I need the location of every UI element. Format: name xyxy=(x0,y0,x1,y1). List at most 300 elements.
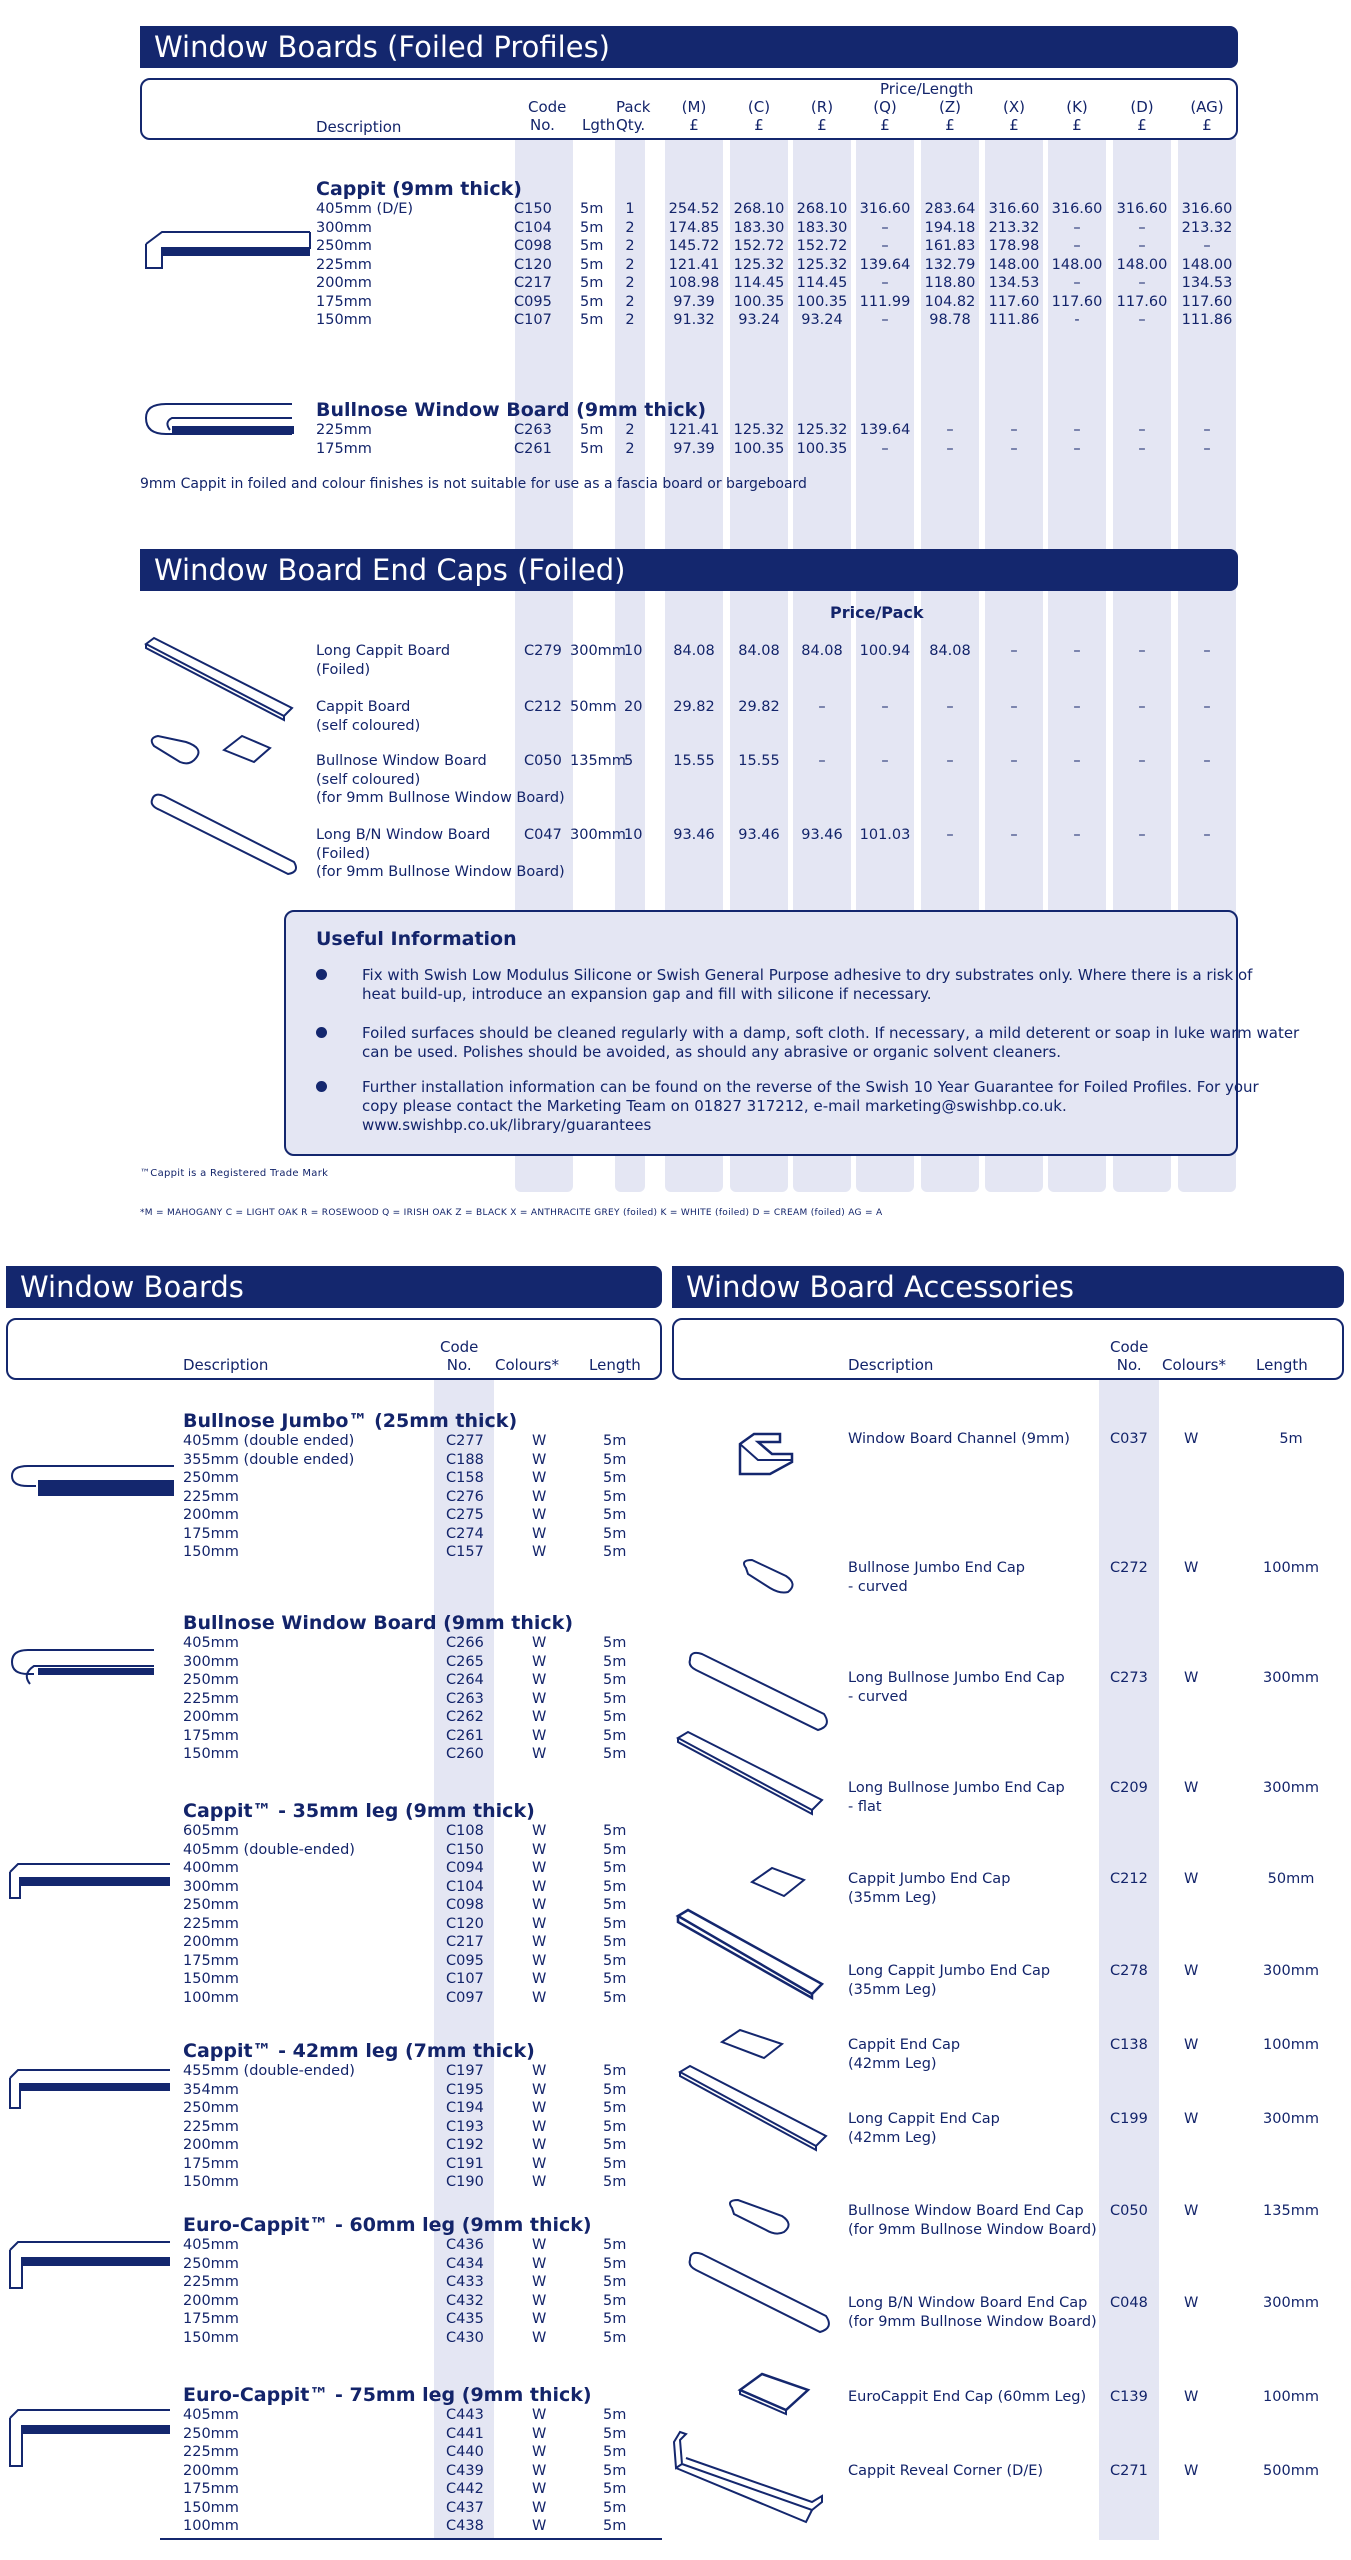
board-row-colour: W xyxy=(532,1746,547,1762)
board-row-desc: 605mm xyxy=(183,1823,239,1839)
board-row-length: 5m xyxy=(603,1525,627,1542)
board-row-colour: W xyxy=(532,1841,547,1858)
board-row-code: C274 xyxy=(446,1525,484,1542)
end-cap-desc: (self coloured) xyxy=(316,717,421,734)
cappit-row-code: C104 xyxy=(514,219,552,236)
cappit-row-price: 213.32 xyxy=(988,219,1040,236)
bullet-dot xyxy=(316,1027,327,1038)
cappit-heading: Cappit (9mm thick) xyxy=(316,178,522,200)
cappit-row-lgth: 5m xyxy=(580,201,604,217)
board-group-heading: Cappit™ - 42mm leg (7mm thick) xyxy=(183,2040,535,2062)
end-cap-desc: (for 9mm Bullnose Window Board) xyxy=(316,864,565,880)
board-row-desc: 100mm xyxy=(183,2518,239,2534)
board-row-colour: W xyxy=(532,2481,547,2497)
board-row-length: 5m xyxy=(603,2155,627,2172)
window-boards-banner: Window Boards xyxy=(6,1266,662,1308)
cappit-row-price: – xyxy=(881,238,889,254)
board-row-length: 5m xyxy=(603,1433,627,1449)
accessory-desc: (for 9mm Bullnose Window Board) xyxy=(848,2221,1097,2238)
col-price-code: (Z) xyxy=(939,98,961,116)
board-row-code: C120 xyxy=(446,1915,484,1932)
board-row-desc: 405mm (double-ended) xyxy=(183,1841,355,1858)
accessory-colour: W xyxy=(1184,2389,1199,2405)
cappit-row-pack: 2 xyxy=(625,312,635,328)
cappit-row-code: C150 xyxy=(514,201,552,217)
board-row-code: C434 xyxy=(446,2255,484,2272)
bullnose-jumbo-profile-icon xyxy=(8,1460,176,1504)
cappit-row-price: 98.78 xyxy=(929,312,971,328)
board-group-heading: Cappit™ - 35mm leg (9mm thick) xyxy=(183,1800,535,1822)
board-row-desc: 354mm xyxy=(183,2081,239,2098)
board-row-colour: W xyxy=(532,1878,547,1895)
board-row-length: 5m xyxy=(603,2444,627,2460)
cappit-row-price: 268.10 xyxy=(733,201,785,217)
col-price-code: (X) xyxy=(1003,98,1025,116)
board-row-colour: W xyxy=(532,2274,547,2290)
end-cap-code: C212 xyxy=(524,699,562,715)
bullnose-row-price: 125.32 xyxy=(796,422,848,438)
board-row-length: 5m xyxy=(603,1635,627,1651)
accessory-desc: Long Bullnose Jumbo End Cap xyxy=(848,1670,1065,1686)
end-cap-price: 93.46 xyxy=(673,827,715,843)
col-price-unit: £ xyxy=(880,116,890,134)
cappit-row-price: – xyxy=(1073,238,1081,254)
board-row-colour: W xyxy=(532,1934,547,1950)
col-price-code: (K) xyxy=(1066,98,1088,116)
accessory-desc: Cappit Reveal Corner (D/E) xyxy=(848,2463,1044,2479)
bullnose-row-price: 100.35 xyxy=(796,440,848,457)
cappit-row-price: 316.60 xyxy=(859,201,911,217)
board-row-desc: 405mm xyxy=(183,2407,239,2423)
acc-col-length: Length xyxy=(1256,1356,1308,1374)
accessory-desc: Bullnose Jumbo End Cap xyxy=(848,1560,1025,1576)
board-row-desc: 175mm xyxy=(183,2311,239,2327)
accessory-length: 100mm xyxy=(1263,2037,1319,2053)
cappit-row-price: 91.32 xyxy=(673,312,715,328)
accessory-code: C037 xyxy=(1110,1431,1148,1447)
cappit-row-pack: 2 xyxy=(625,275,635,291)
bullet-dot xyxy=(316,969,327,980)
accessories-code-column-shading xyxy=(1099,1344,1159,2540)
board-row-colour: W xyxy=(532,1544,547,1560)
board-row-colour: W xyxy=(532,1690,547,1707)
long-cappit-jumbo-end-cap-icon xyxy=(676,1908,824,2000)
end-cap-desc: (for 9mm Bullnose Window Board) xyxy=(316,790,565,806)
end-cap-pack: 10 xyxy=(624,643,643,659)
accessory-length: 100mm xyxy=(1263,1560,1319,1576)
end-cap-price: – xyxy=(1010,643,1018,659)
board-row-desc: 225mm xyxy=(183,2444,239,2460)
board-row-colour: W xyxy=(532,2255,547,2272)
long-bullnose-jumbo-flat-icon xyxy=(676,1730,824,1818)
board-row-length: 5m xyxy=(603,2237,627,2253)
end-cap-desc: Cappit Board xyxy=(316,699,411,715)
board-row-code: C108 xyxy=(446,1823,484,1839)
cappit-row-price: 213.32 xyxy=(1181,219,1233,236)
board-row-length: 5m xyxy=(603,1971,627,1987)
col-price-unit: £ xyxy=(817,116,827,134)
cappit-row-lgth: 5m xyxy=(580,256,604,273)
board-row-desc: 150mm xyxy=(183,1544,239,1560)
board-row-desc: 150mm xyxy=(183,2329,239,2346)
cappit-row-price: 134.53 xyxy=(988,275,1040,291)
board-row-colour: W xyxy=(532,2329,547,2346)
board-row-code: C437 xyxy=(446,2499,484,2516)
end-cap-price: 93.46 xyxy=(738,827,780,843)
board-row-length: 5m xyxy=(603,2137,627,2153)
board-row-desc: 175mm xyxy=(183,1952,239,1969)
end-cap-length: 300mm xyxy=(570,643,626,659)
cappit-board-end-cap-icon xyxy=(146,732,276,778)
board-row-code: C263 xyxy=(446,1690,484,1707)
accessory-desc: Cappit Jumbo End Cap xyxy=(848,1871,1011,1887)
board-row-length: 5m xyxy=(603,1672,627,1688)
cappit-row-price: 117.60 xyxy=(1116,293,1168,310)
cappit-row-code: C095 xyxy=(514,293,552,310)
accessory-colour: W xyxy=(1184,2463,1199,2479)
end-cap-price: – xyxy=(1010,753,1018,769)
board-row-colour: W xyxy=(532,1971,547,1987)
board-row-code: C191 xyxy=(446,2155,484,2172)
board-row-colour: W xyxy=(532,1451,547,1468)
board-row-length: 5m xyxy=(603,2118,627,2135)
bullnose-row-price: – xyxy=(946,440,954,457)
board-row-code: C195 xyxy=(446,2081,484,2098)
cappit-row-price: – xyxy=(881,312,889,328)
boards-col-length: Length xyxy=(589,1356,641,1374)
cappit-row-price: 104.82 xyxy=(924,293,976,310)
board-row-code: C276 xyxy=(446,1488,484,1505)
cappit-row-price: – xyxy=(1138,275,1146,291)
accessory-length: 135mm xyxy=(1263,2203,1319,2219)
useful-info-line: www.swishbp.co.uk/library/guarantees xyxy=(362,1116,652,1134)
cappit-row-lgth: 5m xyxy=(580,275,604,291)
accessory-colour: W xyxy=(1184,1670,1199,1686)
board-row-colour: W xyxy=(532,2155,547,2172)
end-cap-price: – xyxy=(1203,827,1211,843)
bullnose-row-code: C261 xyxy=(514,440,552,457)
end-cap-length: 300mm xyxy=(570,827,626,843)
cappit-row-desc: 200mm xyxy=(316,275,372,291)
board-row-code: C157 xyxy=(446,1544,484,1560)
board-row-length: 5m xyxy=(603,2292,627,2309)
board-row-code: C439 xyxy=(446,2462,484,2479)
cappit-row-price: 117.60 xyxy=(1181,293,1233,310)
board-row-length: 5m xyxy=(603,1897,627,1913)
board-row-colour: W xyxy=(532,1653,547,1670)
board-row-code: C275 xyxy=(446,1507,484,1523)
board-row-length: 5m xyxy=(603,1507,627,1523)
end-cap-price: – xyxy=(881,753,889,769)
boards-col-description: Description xyxy=(183,1356,269,1374)
bullnose-row-price: – xyxy=(946,422,954,438)
board-group-heading: Euro-Cappit™ - 60mm leg (9mm thick) xyxy=(183,2214,592,2236)
board-row-code: C435 xyxy=(446,2311,484,2327)
board-row-colour: W xyxy=(532,1507,547,1523)
boards-col-code: Code No. xyxy=(440,1338,479,1374)
acc-col-description: Description xyxy=(848,1356,934,1374)
board-row-colour: W xyxy=(532,1727,547,1744)
board-row-code: C190 xyxy=(446,2174,484,2190)
cappit-row-price: 132.79 xyxy=(924,256,976,273)
cappit-row-desc: 250mm xyxy=(316,238,372,254)
board-row-code: C107 xyxy=(446,1971,484,1987)
board-row-code: C097 xyxy=(446,1989,484,2006)
end-cap-price: – xyxy=(1073,827,1081,843)
end-cap-price: – xyxy=(946,753,954,769)
cappit-row-pack: 2 xyxy=(625,219,635,236)
cappit-row-price: 125.32 xyxy=(733,256,785,273)
end-cap-price: 84.08 xyxy=(929,643,971,659)
cappit-profile-icon xyxy=(142,226,312,276)
cappit-row-price: 183.30 xyxy=(733,219,785,236)
accessory-desc: (42mm Leg) xyxy=(848,2129,937,2146)
bullnose-jumbo-end-cap-icon xyxy=(740,1558,800,1596)
accessory-colour: W xyxy=(1184,1431,1199,1447)
end-cap-price: – xyxy=(1010,699,1018,715)
board-row-code: C438 xyxy=(446,2518,484,2534)
board-row-length: 5m xyxy=(603,1690,627,1707)
board-row-code: C262 xyxy=(446,1709,484,1725)
board-row-colour: W xyxy=(532,2292,547,2309)
board-row-colour: W xyxy=(532,1525,547,1542)
accessory-colour: W xyxy=(1184,1780,1199,1796)
board-row-length: 5m xyxy=(603,2462,627,2479)
long-cappit-end-cap-icon xyxy=(144,636,294,726)
end-cap-length: 50mm xyxy=(570,699,617,715)
bullnose-row-price: – xyxy=(1203,422,1211,438)
board-row-colour: W xyxy=(532,2407,547,2423)
cappit-row-price: 111.86 xyxy=(1181,312,1233,328)
price-pack-label: Price/Pack xyxy=(830,603,924,622)
col-price-code: (AG) xyxy=(1190,98,1224,116)
end-cap-price: – xyxy=(1138,699,1146,715)
cappit-row-price: – xyxy=(881,219,889,236)
end-cap-price: 15.55 xyxy=(673,753,715,769)
col-price-unit: £ xyxy=(689,116,699,134)
useful-info-line: can be used. Polishes should be avoided, as should any abrasive or organic solvent cleaners. xyxy=(362,1043,1062,1061)
accessory-desc: (35mm Leg) xyxy=(848,1981,937,1998)
board-row-colour: W xyxy=(532,2425,547,2442)
long-cappit-end-cap-42mm-icon xyxy=(678,2064,828,2152)
accessory-desc: - flat xyxy=(848,1798,882,1815)
end-cap-pack: 5 xyxy=(624,753,634,769)
bullnose-row-price: – xyxy=(1138,422,1146,438)
accessory-length: 300mm xyxy=(1263,1780,1319,1796)
board-row-length: 5m xyxy=(603,1860,627,1876)
board-row-colour: W xyxy=(532,1470,547,1486)
board-row-colour: W xyxy=(532,1488,547,1505)
useful-information-title: Useful Information xyxy=(316,928,517,950)
cappit-row-lgth: 5m xyxy=(580,219,604,236)
cappit-row-price: 114.45 xyxy=(733,275,785,291)
board-row-desc: 150mm xyxy=(183,2174,239,2190)
cappit-row-price: 139.64 xyxy=(859,256,911,273)
accessory-desc: (42mm Leg) xyxy=(848,2055,937,2072)
board-row-length: 5m xyxy=(603,1841,627,1858)
col-price-unit: £ xyxy=(1072,116,1082,134)
board-row-desc: 200mm xyxy=(183,2137,239,2153)
cappit-row-price: 134.53 xyxy=(1181,275,1233,291)
bullnose-board-profile-icon xyxy=(8,1644,156,1688)
board-row-code: C193 xyxy=(446,2118,484,2135)
board-row-desc: 225mm xyxy=(183,2274,239,2290)
long-bn-end-cap-icon xyxy=(150,792,300,882)
board-row-colour: W xyxy=(532,2444,547,2460)
board-row-desc: 225mm xyxy=(183,1690,239,1707)
accessory-desc: (35mm Leg) xyxy=(848,1889,937,1906)
cappit-row-desc: 225mm xyxy=(316,256,372,273)
board-row-code: C264 xyxy=(446,1672,484,1688)
bullnose-row-price: – xyxy=(881,440,889,457)
board-row-desc: 355mm (double ended) xyxy=(183,1451,355,1468)
accessory-length: 500mm xyxy=(1263,2463,1319,2479)
colour-key: *M = MAHOGANY C = LIGHT OAK R = ROSEWOOD Q = IRISH OAK Z = BLACK X = ANTHRACITE GREY (foiled) K = WHITE (foiled) D = CREAM (foiled) AG = A xyxy=(140,1208,883,1218)
end-cap-price: – xyxy=(1073,753,1081,769)
cappit-row-price: 152.72 xyxy=(796,238,848,254)
board-row-desc: 250mm xyxy=(183,2100,239,2116)
cappit-row-price: 93.24 xyxy=(801,312,843,328)
accessory-code: C271 xyxy=(1110,2463,1148,2479)
board-row-desc: 150mm xyxy=(183,1971,239,1987)
window-boards-table-header xyxy=(6,1318,662,1380)
board-row-length: 5m xyxy=(603,1653,627,1670)
accessories-table-header xyxy=(672,1318,1344,1380)
end-cap-price: – xyxy=(946,699,954,715)
cappit-row-price: 93.24 xyxy=(738,312,780,328)
cappit-row-desc: 300mm xyxy=(316,219,372,236)
bullnose-row-lgth: 5m xyxy=(580,422,604,438)
end-cap-price: 29.82 xyxy=(673,699,715,715)
accessory-desc: - curved xyxy=(848,1688,908,1705)
useful-info-line: copy please contact the Marketing Team on 01827 317212, e-mail marketing@swishbp.co.uk. xyxy=(362,1097,1067,1115)
board-row-length: 5m xyxy=(603,1915,627,1932)
bullnose-row-price: – xyxy=(1010,440,1018,457)
board-row-code: C440 xyxy=(446,2444,484,2460)
accessory-colour: W xyxy=(1184,2295,1199,2311)
cappit-row-desc: 175mm xyxy=(316,293,372,310)
end-cap-pack: 10 xyxy=(624,827,643,843)
board-row-desc: 200mm xyxy=(183,2292,239,2309)
useful-info-line: Foiled surfaces should be cleaned regularly with a damp, soft cloth. If necessary, a mild deterent or soap in luke warm water xyxy=(362,1024,1300,1042)
board-row-length: 5m xyxy=(603,2499,627,2516)
board-row-code: C104 xyxy=(446,1878,484,1895)
board-row-colour: W xyxy=(532,2063,547,2079)
board-row-desc: 100mm xyxy=(183,1989,239,2006)
end-cap-price: 101.03 xyxy=(859,827,911,843)
cappit-row-desc: 150mm xyxy=(316,312,372,328)
board-row-code: C158 xyxy=(446,1470,484,1486)
board-row-desc: 225mm xyxy=(183,1915,239,1932)
accessory-code: C209 xyxy=(1110,1780,1148,1796)
accessory-code: C050 xyxy=(1110,2203,1148,2219)
accessory-colour: W xyxy=(1184,1963,1199,1979)
accessory-length: 100mm xyxy=(1263,2389,1319,2405)
accessory-length: 300mm xyxy=(1263,2111,1319,2127)
board-row-code: C266 xyxy=(446,1635,484,1651)
window-board-channel-icon xyxy=(736,1430,796,1476)
board-row-desc: 200mm xyxy=(183,1934,239,1950)
board-row-code: C430 xyxy=(446,2329,484,2346)
bullnose-row-pack: 2 xyxy=(625,440,635,457)
board-row-length: 5m xyxy=(603,1470,627,1486)
end-cap-price: – xyxy=(1203,753,1211,769)
cappit-row-price: 316.60 xyxy=(1116,201,1168,217)
board-row-code: C433 xyxy=(446,2274,484,2290)
board-row-length: 5m xyxy=(603,1451,627,1468)
cappit-row-price: 111.99 xyxy=(859,293,911,310)
bullnose-row-desc: 225mm xyxy=(316,422,372,438)
board-row-colour: W xyxy=(532,2499,547,2516)
cappit-row-pack: 2 xyxy=(625,238,635,254)
accessory-length: 300mm xyxy=(1263,2295,1319,2311)
board-row-colour: W xyxy=(532,1433,547,1449)
bullnose-heading: Bullnose Window Board (9mm thick) xyxy=(316,399,707,421)
accessory-length: 300mm xyxy=(1263,1963,1319,1979)
cappit-row-price: 183.30 xyxy=(796,219,848,236)
board-row-desc: 400mm xyxy=(183,1860,239,1876)
end-cap-code: C047 xyxy=(524,827,562,843)
cappit-row-price: - xyxy=(1074,312,1080,328)
board-group-heading: Bullnose Jumbo™ (25mm thick) xyxy=(183,1410,518,1432)
accessory-length: 300mm xyxy=(1263,1670,1319,1686)
board-row-colour: W xyxy=(532,2311,547,2327)
cappit-row-price: 111.86 xyxy=(988,312,1040,328)
end-cap-price: – xyxy=(1203,643,1211,659)
col-price-unit: £ xyxy=(1202,116,1212,134)
end-caps-banner: Window Board End Caps (Foiled) xyxy=(140,549,1238,591)
cappit-row-price: – xyxy=(1138,219,1146,236)
col-lgth: Lgth xyxy=(582,116,616,134)
euro-cappit-60mm-profile-icon xyxy=(8,2236,172,2292)
accessory-code: C199 xyxy=(1110,2111,1148,2127)
cappit-row-price: – xyxy=(881,275,889,291)
board-row-colour: W xyxy=(532,2137,547,2153)
col-pack-qty: Qty. xyxy=(616,116,646,134)
end-cap-desc: Long Cappit Board xyxy=(316,643,451,659)
end-cap-price: – xyxy=(881,699,889,715)
cappit-row-lgth: 5m xyxy=(580,293,604,310)
accessory-colour: W xyxy=(1184,2203,1199,2219)
board-row-code: C192 xyxy=(446,2137,484,2153)
board-row-desc: 250mm xyxy=(183,1672,239,1688)
useful-info-line: heat build-up, introduce an expansion gap and fill with silicone if necessary. xyxy=(362,985,932,1003)
end-cap-price: – xyxy=(1010,827,1018,843)
cappit-row-pack: 2 xyxy=(625,256,635,273)
accessory-desc: (for 9mm Bullnose Window Board) xyxy=(848,2313,1097,2330)
cappit-row-price: 145.72 xyxy=(668,238,720,254)
acc-col-code: Code No. xyxy=(1110,1338,1149,1374)
board-row-length: 5m xyxy=(603,2255,627,2272)
board-row-length: 5m xyxy=(603,2274,627,2290)
cappit-row-price: – xyxy=(1138,312,1146,328)
board-row-length: 5m xyxy=(603,2518,627,2534)
cappit-row-price: 114.45 xyxy=(796,275,848,291)
board-row-length: 5m xyxy=(603,1823,627,1839)
end-cap-price: – xyxy=(1073,643,1081,659)
cappit-row-price: 152.72 xyxy=(733,238,785,254)
bullnose-row-price: 121.41 xyxy=(668,422,720,438)
board-row-desc: 200mm xyxy=(183,1709,239,1725)
accessory-code: C273 xyxy=(1110,1670,1148,1686)
board-row-colour: W xyxy=(532,1989,547,2006)
bullnose-row-price: – xyxy=(1010,422,1018,438)
cappit-row-lgth: 5m xyxy=(580,312,604,328)
end-cap-price: – xyxy=(1203,699,1211,715)
price-length-label: Price/Length xyxy=(880,80,974,98)
board-row-code: C094 xyxy=(446,1860,484,1876)
long-bn-window-board-end-cap-icon xyxy=(686,2250,832,2336)
